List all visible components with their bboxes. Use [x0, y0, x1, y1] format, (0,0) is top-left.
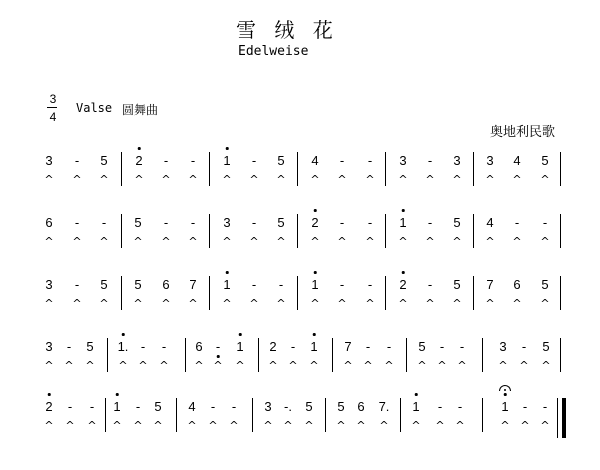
- barline: [560, 276, 561, 310]
- note: -: [367, 215, 373, 230]
- accent-caret: ^: [498, 359, 508, 372]
- note: 3: [486, 153, 494, 168]
- note: 1: [236, 339, 244, 354]
- accent-caret: ^: [263, 419, 273, 432]
- note: 5: [154, 399, 162, 414]
- accent-caret: ^: [500, 419, 510, 432]
- accent-caret: ^: [153, 419, 163, 432]
- note: 2: [311, 215, 319, 230]
- note: -: [251, 215, 257, 230]
- note: -: [365, 339, 371, 354]
- barline: [209, 214, 210, 248]
- note: -: [74, 277, 80, 292]
- accent-caret: ^: [44, 359, 54, 372]
- note: -: [251, 277, 257, 292]
- accent-caret: ^: [249, 297, 259, 310]
- accent-caret: ^: [161, 297, 171, 310]
- accent-caret: ^: [112, 419, 122, 432]
- note: -: [427, 215, 433, 230]
- accent-caret: ^: [379, 419, 389, 432]
- note: 1: [412, 399, 420, 414]
- note: -: [74, 215, 80, 230]
- note: -: [290, 339, 296, 354]
- accent-caret: ^: [268, 359, 278, 372]
- barline: [121, 214, 122, 248]
- accent-caret: ^: [512, 235, 522, 248]
- accent-caret: ^: [485, 235, 495, 248]
- accent-caret: ^: [310, 297, 320, 310]
- note: 3: [223, 215, 231, 230]
- octave-dot-upper: [504, 393, 507, 396]
- barline: [258, 338, 259, 372]
- accent-caret: ^: [99, 235, 109, 248]
- barline: [482, 398, 483, 432]
- accent-caret: ^: [452, 235, 462, 248]
- style-label: Valse: [76, 101, 113, 115]
- note: 1.: [117, 339, 129, 354]
- note: -: [89, 399, 95, 414]
- accent-caret: ^: [363, 359, 373, 372]
- accent-caret: ^: [337, 173, 347, 186]
- accent-caret: ^: [437, 359, 447, 372]
- barline: [121, 276, 122, 310]
- note: 5: [541, 277, 549, 292]
- barline: [209, 276, 210, 310]
- note: -: [427, 153, 433, 168]
- barline: [560, 338, 561, 372]
- note: 7: [486, 277, 494, 292]
- accent-caret: ^: [229, 419, 239, 432]
- accent-caret: ^: [365, 297, 375, 310]
- note: 3: [453, 153, 461, 168]
- note: -: [251, 153, 257, 168]
- note: 1: [399, 215, 407, 230]
- note: 6: [513, 277, 521, 292]
- accent-caret: ^: [540, 173, 550, 186]
- accent-caret: ^: [87, 419, 97, 432]
- note: 1: [310, 339, 318, 354]
- octave-dot-upper: [226, 147, 229, 150]
- note: 3: [45, 277, 53, 292]
- barline: [105, 398, 106, 432]
- note: 5: [277, 215, 285, 230]
- note: -: [67, 399, 73, 414]
- note: 4: [486, 215, 494, 230]
- final-barline-thin: [557, 398, 558, 438]
- accent-caret: ^: [188, 297, 198, 310]
- accent-caret: ^: [304, 419, 314, 432]
- note: 5: [542, 339, 550, 354]
- accent-caret: ^: [485, 297, 495, 310]
- note: -: [339, 215, 345, 230]
- note: 2: [399, 277, 407, 292]
- accent-caret: ^: [365, 173, 375, 186]
- note: 5: [305, 399, 313, 414]
- note: 1: [223, 277, 231, 292]
- accent-caret: ^: [425, 235, 435, 248]
- accent-caret: ^: [187, 419, 197, 432]
- song-origin: 奥地利民歌: [490, 125, 556, 140]
- accent-caret: ^: [309, 359, 319, 372]
- note: 7: [189, 277, 197, 292]
- note: 5: [100, 153, 108, 168]
- octave-dot-lower: [217, 355, 220, 358]
- accent-caret: ^: [99, 173, 109, 186]
- note: 3: [45, 339, 53, 354]
- note: -: [439, 339, 445, 354]
- accent-caret: ^: [541, 359, 551, 372]
- octave-dot-upper: [239, 333, 242, 336]
- accent-caret: ^: [540, 297, 550, 310]
- note: 1: [501, 399, 509, 414]
- note: 5: [277, 153, 285, 168]
- note: 2: [45, 399, 53, 414]
- barline: [297, 152, 298, 186]
- accent-caret: ^: [249, 235, 259, 248]
- accent-caret: ^: [72, 297, 82, 310]
- accent-caret: ^: [64, 359, 74, 372]
- octave-dot-upper: [415, 393, 418, 396]
- note: -: [427, 277, 433, 292]
- barline: [400, 398, 401, 432]
- note: -: [339, 277, 345, 292]
- accent-caret: ^: [411, 419, 421, 432]
- note: 7.: [378, 399, 390, 414]
- accent-caret: ^: [417, 359, 427, 372]
- note: 5: [337, 399, 345, 414]
- note: 4: [188, 399, 196, 414]
- fermata-dot-icon: [504, 389, 506, 391]
- accent-caret: ^: [425, 173, 435, 186]
- octave-dot-upper: [402, 209, 405, 212]
- note: -: [367, 277, 373, 292]
- barline: [473, 276, 474, 310]
- note: 6: [357, 399, 365, 414]
- accent-caret: ^: [133, 419, 143, 432]
- accent-caret: ^: [425, 297, 435, 310]
- accent-caret: ^: [336, 419, 346, 432]
- note: -: [522, 399, 528, 414]
- barline: [325, 398, 326, 432]
- accent-caret: ^: [365, 235, 375, 248]
- note: 2: [269, 339, 277, 354]
- note: 2: [135, 153, 143, 168]
- accent-caret: ^: [435, 419, 445, 432]
- accent-caret: ^: [99, 297, 109, 310]
- barline: [297, 214, 298, 248]
- note: -: [521, 339, 527, 354]
- note: -: [66, 339, 72, 354]
- barline: [209, 152, 210, 186]
- note: 6: [195, 339, 203, 354]
- accent-caret: ^: [485, 173, 495, 186]
- accent-caret: ^: [337, 235, 347, 248]
- accent-caret: ^: [222, 297, 232, 310]
- accent-caret: ^: [398, 235, 408, 248]
- barline: [560, 152, 561, 186]
- accent-caret: ^: [457, 359, 467, 372]
- accent-caret: ^: [540, 419, 550, 432]
- accent-caret: ^: [118, 359, 128, 372]
- octave-dot-upper: [313, 333, 316, 336]
- note: -: [514, 215, 520, 230]
- accent-caret: ^: [512, 297, 522, 310]
- octave-dot-upper: [138, 147, 141, 150]
- accent-caret: ^: [512, 173, 522, 186]
- note: 5: [134, 215, 142, 230]
- accent-caret: ^: [343, 359, 353, 372]
- accent-caret: ^: [44, 235, 54, 248]
- accent-caret: ^: [72, 235, 82, 248]
- accent-caret: ^: [455, 419, 465, 432]
- note: -: [101, 215, 107, 230]
- barline: [185, 338, 186, 372]
- note: -: [190, 215, 196, 230]
- accent-caret: ^: [65, 419, 75, 432]
- note: -.: [284, 399, 292, 414]
- barline: [121, 152, 122, 186]
- accent-caret: ^: [161, 173, 171, 186]
- octave-dot-upper: [402, 271, 405, 274]
- note: -: [163, 215, 169, 230]
- song-title: 雪 绒 花: [236, 18, 339, 42]
- note: -: [215, 339, 221, 354]
- accent-caret: ^: [356, 419, 366, 432]
- accent-caret: ^: [208, 419, 218, 432]
- octave-dot-upper: [48, 393, 51, 396]
- accent-caret: ^: [222, 235, 232, 248]
- barline: [482, 338, 483, 372]
- accent-caret: ^: [134, 173, 144, 186]
- accent-caret: ^: [337, 297, 347, 310]
- accent-caret: ^: [398, 173, 408, 186]
- accent-caret: ^: [519, 359, 529, 372]
- accent-caret: ^: [159, 359, 169, 372]
- accent-caret: ^: [133, 297, 143, 310]
- note: 5: [100, 277, 108, 292]
- accent-caret: ^: [452, 173, 462, 186]
- note: -: [210, 399, 216, 414]
- barline: [385, 214, 386, 248]
- note: -: [457, 399, 463, 414]
- note: -: [163, 153, 169, 168]
- note: -: [339, 153, 345, 168]
- time-signature-top: 3: [49, 92, 57, 106]
- note: -: [231, 399, 237, 414]
- barline: [252, 398, 253, 432]
- note: 5: [453, 215, 461, 230]
- octave-dot-upper: [116, 393, 119, 396]
- accent-caret: ^: [398, 297, 408, 310]
- octave-dot-upper: [314, 209, 317, 212]
- note: 5: [453, 277, 461, 292]
- accent-caret: ^: [138, 359, 148, 372]
- note: -: [135, 399, 141, 414]
- note: -: [278, 277, 284, 292]
- accent-caret: ^: [188, 235, 198, 248]
- note: 5: [134, 277, 142, 292]
- note: -: [386, 339, 392, 354]
- accent-caret: ^: [188, 173, 198, 186]
- note: 1: [311, 277, 319, 292]
- accent-caret: ^: [44, 173, 54, 186]
- note: 1: [223, 153, 231, 168]
- note: 5: [418, 339, 426, 354]
- accent-caret: ^: [288, 359, 298, 372]
- note: -: [190, 153, 196, 168]
- note: 4: [311, 153, 319, 168]
- note: 1: [113, 399, 121, 414]
- note: -: [74, 153, 80, 168]
- barline: [560, 214, 561, 248]
- accent-caret: ^: [276, 173, 286, 186]
- accent-caret: ^: [540, 235, 550, 248]
- barline: [406, 338, 407, 372]
- accent-caret: ^: [72, 173, 82, 186]
- accent-caret: ^: [249, 173, 259, 186]
- note: 6: [45, 215, 53, 230]
- note: -: [542, 215, 548, 230]
- barline: [176, 398, 177, 432]
- final-barline-thick: [562, 398, 566, 438]
- accent-caret: ^: [44, 297, 54, 310]
- note: -: [367, 153, 373, 168]
- accent-caret: ^: [235, 359, 245, 372]
- octave-dot-upper: [226, 271, 229, 274]
- note: 3: [45, 153, 53, 168]
- accent-caret: ^: [310, 235, 320, 248]
- note: 5: [541, 153, 549, 168]
- octave-dot-upper: [314, 271, 317, 274]
- note: -: [161, 339, 167, 354]
- note: 3: [264, 399, 272, 414]
- time-signature-bottom: 4: [49, 110, 57, 124]
- accent-caret: ^: [213, 359, 223, 372]
- note: 4: [513, 153, 521, 168]
- octave-dot-upper: [122, 333, 125, 336]
- style-label-cn: 圆舞曲: [122, 103, 159, 117]
- note: 3: [399, 153, 407, 168]
- barline: [107, 338, 108, 372]
- accent-caret: ^: [452, 297, 462, 310]
- accent-caret: ^: [133, 235, 143, 248]
- barline: [297, 276, 298, 310]
- accent-caret: ^: [161, 235, 171, 248]
- note: 3: [499, 339, 507, 354]
- note: 6: [162, 277, 170, 292]
- note: -: [437, 399, 443, 414]
- barline: [385, 276, 386, 310]
- accent-caret: ^: [283, 419, 293, 432]
- barline: [385, 152, 386, 186]
- barline: [473, 152, 474, 186]
- accent-caret: ^: [520, 419, 530, 432]
- accent-caret: ^: [384, 359, 394, 372]
- accent-caret: ^: [310, 173, 320, 186]
- accent-caret: ^: [276, 235, 286, 248]
- note: -: [140, 339, 146, 354]
- note: 5: [86, 339, 94, 354]
- note: -: [542, 399, 548, 414]
- barline: [332, 338, 333, 372]
- song-subtitle: Edelweise: [238, 44, 309, 59]
- note: 7: [344, 339, 352, 354]
- accent-caret: ^: [194, 359, 204, 372]
- barline: [473, 214, 474, 248]
- accent-caret: ^: [222, 173, 232, 186]
- accent-caret: ^: [44, 419, 54, 432]
- time-signature-divider: [47, 107, 57, 108]
- note: -: [459, 339, 465, 354]
- accent-caret: ^: [85, 359, 95, 372]
- accent-caret: ^: [276, 297, 286, 310]
